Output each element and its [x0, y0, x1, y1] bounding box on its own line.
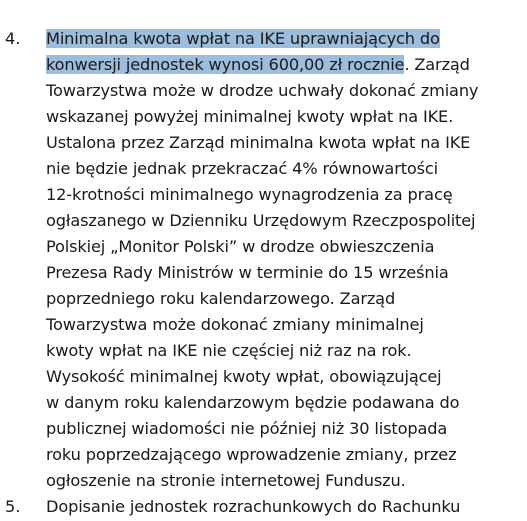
highlighted-text[interactable]: konwersji jednostek wynosi 600,00 zł rocznie: [46, 55, 405, 74]
list-item-4-line: Towarzystwa może w drodze uchwały dokonać zmiany: [46, 81, 479, 100]
list-item-4-line: Towarzystwa może dokonać zmiany minimalnej: [46, 315, 424, 334]
list-number-5: 5.: [5, 497, 21, 516]
list-item-4-line: wskazanej powyżej minimalnej kwoty wpłat na IKE.: [46, 107, 454, 126]
list-item-4-line: Wysokość minimalnej kwoty wpłat, obowiązującej: [46, 367, 442, 386]
list-item-4-line: Prezesa Rady Ministrów w terminie do 15 września: [46, 263, 449, 282]
list-item-4-line: w danym roku kalendarzowym będzie podawana do: [46, 393, 460, 412]
list-item-4-line-2: [46, 52, 470, 78]
list-item-4-line: Polskiej „Monitor Polski” w drodze obwieszczenia: [46, 237, 435, 256]
list-item-4-line: ogłoszenie na stronie internetowej Funduszu.: [46, 471, 406, 490]
highlighted-text[interactable]: Minimalna kwota wpłat na IKE uprawniających do: [46, 29, 440, 48]
list-item-4-line: poprzedniego roku kalendarzowego. Zarząd: [46, 289, 396, 308]
list-item-5-line-1: Dopisanie jednostek rozrachunkowych do Rachunku: [46, 497, 461, 516]
list-item-4-line: roku poprzedzającego wprowadzenie zmiany, przez: [46, 445, 457, 464]
list-item-4-line-1: [46, 26, 440, 52]
list-item-4-line: nie będzie jednak przekraczać 4% równowartości: [46, 159, 439, 178]
list-item-4-line: Ustalona przez Zarząd minimalna kwota wpłat na IKE: [46, 133, 471, 152]
list-number-4: 4.: [5, 29, 21, 48]
list-item-4-line: ogłaszanego w Dzienniku Urzędowym Rzeczpospolitej: [46, 211, 476, 230]
list-item-4-line: kwoty wpłat na IKE nie częściej niż raz na rok.: [46, 341, 412, 360]
list-item-4-line: 12-krotności minimalnego wynagrodzenia za pracę: [46, 185, 453, 204]
list-item-4-line: publicznej wiadomości nie później niż 30 listopada: [46, 419, 448, 438]
text-fragment: . Zarząd: [404, 55, 470, 74]
